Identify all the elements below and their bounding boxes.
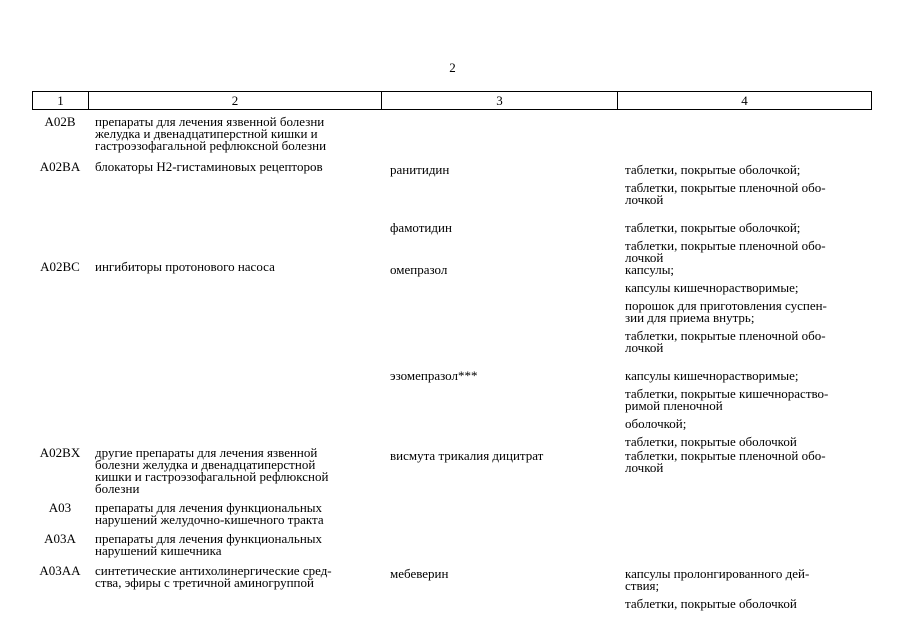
dosage-form-line: капсулы пролонгированного дей-	[625, 566, 810, 581]
dosage-form-line: зии для приема внутрь;	[625, 310, 755, 325]
dosage-forms	[620, 264, 872, 360]
drug-entry	[384, 450, 872, 480]
group-name-line: гастроэзофагальной рефлюксной болезни	[95, 138, 327, 153]
table-header	[32, 91, 872, 110]
group-name-line: препараты для лечения функциональных	[95, 500, 323, 515]
atc-code: A02B	[44, 114, 76, 129]
dosage-form	[625, 164, 872, 176]
dosage-form-line: таблетки, покрытые пленочной обо-	[625, 238, 826, 253]
atc-group-name	[88, 533, 384, 557]
drug-name: фамотидин	[390, 220, 452, 235]
dosage-form	[625, 182, 872, 206]
dosage-form-line: таблетки, покрытые кишечнораство-	[625, 386, 829, 401]
drug-name: эзомепразол***	[390, 368, 478, 383]
drug-entry	[384, 264, 872, 360]
dosage-form	[625, 282, 872, 294]
table-row	[32, 161, 872, 270]
group-name-line: ства, эфиры с третичной аминогруппой	[95, 575, 314, 590]
table-row	[32, 502, 384, 526]
group-name-line: кишки и гастроэзофагальной рефлюксной	[95, 469, 329, 484]
group-name-line: синтетические антихолинергические сред-	[95, 563, 332, 578]
atc-code: A03AA	[39, 563, 81, 578]
group-name-line: нарушений желудочно-кишечного тракта	[95, 512, 324, 527]
dosage-form	[625, 300, 872, 324]
dosage-form-line: таблетки, покрытые пленочной обо-	[625, 448, 826, 463]
table-row	[32, 533, 384, 557]
atc-code: A03A	[44, 531, 76, 546]
group-name-line: нарушений кишечника	[95, 543, 222, 558]
dosage-form	[625, 370, 872, 382]
drug-entry	[384, 164, 872, 212]
dosage-form-line: ствия;	[625, 578, 660, 593]
dosage-form-line: таблетки, покрытые оболочкой	[625, 596, 797, 611]
table-row	[32, 447, 872, 495]
group-name-line: болезни желудка и двенадцатиперстной	[95, 457, 316, 472]
dosage-form-line: римой пленочной	[625, 398, 723, 413]
dosage-form-line: лочкой	[625, 250, 664, 265]
group-name-line: желудка и двенадцатиперстной кишки и	[95, 126, 318, 141]
dosage-form	[625, 598, 872, 610]
atc-code: A02BX	[39, 445, 81, 460]
drug-name: омепразол	[390, 262, 448, 277]
dosage-form	[625, 418, 872, 430]
atc-group-name	[88, 502, 384, 526]
header-col-1: 1	[33, 92, 89, 109]
dosage-form-line: порошок для приготовления суспен-	[625, 298, 827, 313]
atc-code: A02BA	[39, 159, 81, 174]
dosage-form-line: таблетки, покрытые оболочкой;	[625, 162, 801, 177]
dosage-form-line: капсулы кишечнорастворимые;	[625, 280, 799, 295]
drug-name: мебеверин	[390, 566, 449, 581]
atc-code: A03	[48, 500, 72, 515]
dosage-form-line: лочкой	[625, 340, 664, 355]
atc-group-name	[88, 261, 384, 454]
group-name-line: препараты для лечения функциональных	[95, 531, 323, 546]
atc-code: A02BC	[40, 259, 80, 274]
dosage-form	[625, 450, 872, 474]
dosage-form	[625, 330, 872, 354]
dosage-form-line: оболочкой;	[625, 416, 687, 431]
table-row	[32, 116, 384, 152]
dosage-form	[625, 222, 872, 234]
dosage-form	[625, 388, 872, 412]
dosage-form-line: таблетки, покрытые пленочной обо-	[625, 180, 826, 195]
table-row	[32, 261, 872, 454]
drug-entry	[384, 568, 872, 616]
table-row	[32, 565, 872, 616]
drug-name: висмута трикалия дицитрат	[390, 448, 544, 463]
dosage-forms	[620, 450, 872, 480]
group-name-line: блокаторы Н2-гистаминовых рецепторов	[95, 159, 323, 174]
atc-group-name	[88, 447, 384, 495]
dosage-form	[625, 264, 872, 276]
dosage-form-line: капсулы;	[625, 262, 675, 277]
dosage-form-line: лочкой	[625, 460, 664, 475]
drug-entry	[384, 370, 872, 454]
dosage-form	[625, 568, 872, 592]
group-name-line: болезни	[95, 481, 140, 496]
dosage-form-line: таблетки, покрытые оболочкой	[625, 434, 797, 449]
dosage-form-line: таблетки, покрытые оболочкой;	[625, 220, 801, 235]
atc-group-name	[88, 161, 384, 270]
group-name-line: препараты для лечения язвенной болезни	[95, 114, 325, 129]
dosage-form-line: лочкой	[625, 192, 664, 207]
dosage-forms	[620, 164, 872, 212]
page-number: 2	[449, 60, 456, 75]
header-col-3: 3	[382, 92, 618, 109]
drug-name: ранитидин	[390, 162, 450, 177]
atc-group-name	[88, 565, 384, 616]
group-name-line: другие препараты для лечения язвенной	[95, 445, 318, 460]
dosage-forms	[620, 370, 872, 454]
dosage-form-line: капсулы кишечнорастворимые;	[625, 368, 799, 383]
header-col-4: 4	[741, 93, 748, 108]
dosage-form-line: таблетки, покрытые пленочной обо-	[625, 328, 826, 343]
atc-group-name	[88, 116, 384, 152]
header-col-2: 2	[89, 92, 382, 109]
dosage-forms	[620, 568, 872, 616]
group-name-line: ингибиторы протонового насоса	[95, 259, 275, 274]
